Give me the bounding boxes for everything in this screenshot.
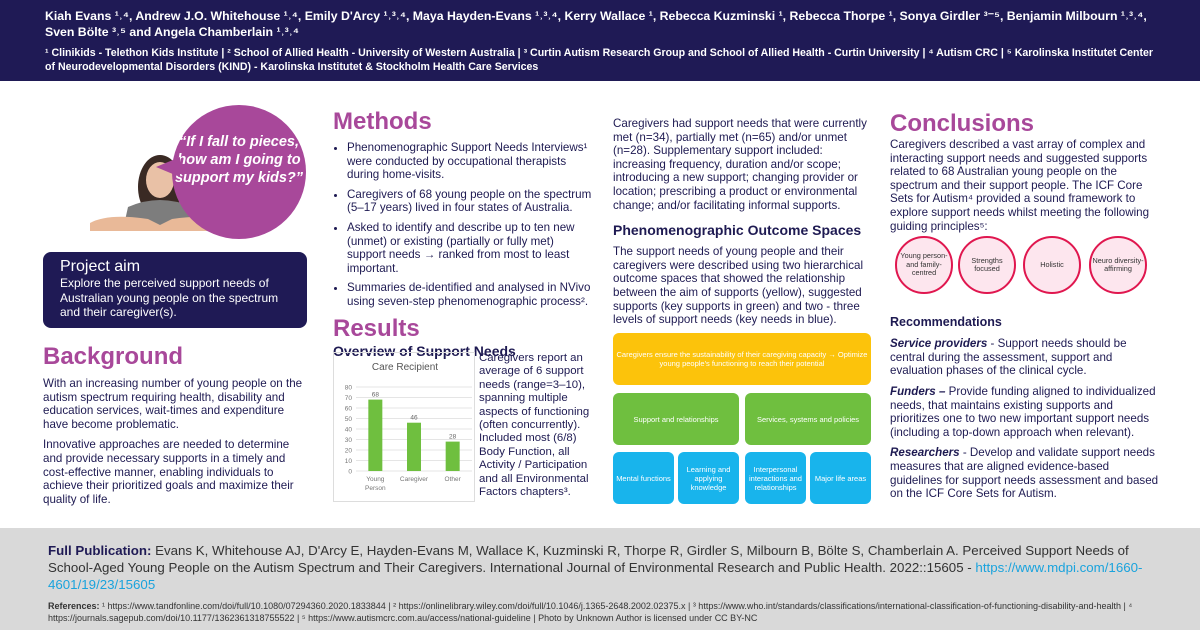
conclusions-heading: Conclusions <box>890 110 1035 137</box>
data-label: 68 <box>371 391 379 399</box>
footer <box>0 528 1200 630</box>
x-tick-label: Young <box>366 476 385 483</box>
y-tick-label: 60 <box>344 405 352 413</box>
methods-heading: Methods <box>333 108 432 135</box>
y-tick-label: 80 <box>344 384 352 392</box>
results-subtitle: Overview of Support Needs <box>333 342 516 359</box>
data-label: 46 <box>410 414 418 422</box>
y-tick-label: 50 <box>344 416 352 423</box>
background-para: Innovative approaches are needed to determine and provide necessary supports in a timely and cost-effective manner, enabling individuals to achieve their prioritized goals and maximize their quality of life. <box>43 438 294 506</box>
references: References: ¹ https://www.tandfonline.com/doi/full/10.1080/07294360.2020.1833844 | ² https://onlinelibrary.wiley.com/doi/full/10.1046/j.1365-2648.2002.02375.x | ³ https://www.who.int/standards/classifications/international-classification-of-functioning-disability-and-health | ⁴ https://journals.sagepub.com/doi/10.1177/1362361318755522 | ⁵ https://www.autismcrc.com.au/access/national-guideline | Photo by Unknown Author is licensed under CC BY-NC <box>48 601 1133 623</box>
y-tick-label: 30 <box>344 437 352 444</box>
background-para: With an increasing number of young people on the autism spectrum requiring health, disability and education services, wait-times and expenditure have become problematic. <box>43 377 303 431</box>
reference-link[interactable]: ⁵ https://www.autismcrc.com.au/access/national-guideline <box>301 613 531 623</box>
data-label: 28 <box>449 433 457 441</box>
results-heading: Results <box>333 314 420 342</box>
column-4 <box>890 110 1160 508</box>
conclusions-para: Caregivers described a vast array of complex and interacting support needs and suggested supports related to 68 Australian young people on the spectrum and their support people. The ICF Core Sets for Autism⁴ provided a sound framework to explore support needs whilst meeting the following guiding principles⁵: <box>890 138 1150 233</box>
full-publication: Full Publication: Evans K, Whitehouse AJ, D'Arcy E, Hayden-Evans M, Wallace K, Kuzminski R, Thorpe R, Girdler S, Milbourn B, Bölte S, Chamberlain A. Perceived Support Needs of School-Aged Young People on the Autism Spectrum and Their Caregivers. International Journal of Environmental Research and Public Health. 2022::15605 - https://www.mdpi.com/1660-4601/19/23/15605 <box>48 543 1143 592</box>
publication-link[interactable]: https://www.mdpi.com/1660-4601/19/23/15605 <box>48 560 1143 592</box>
y-tick-label: 20 <box>344 447 352 455</box>
methods-item: • Asked to identify and describe up to ten new (unmet) or existing (partially or fully met) support needs → ranked from most to least important. <box>347 221 595 275</box>
bar <box>407 423 421 471</box>
diagram-need-box: Major life areas <box>810 452 871 504</box>
recommendation-service-providers: Service providers - Support needs should be central during the assessment, support and evaluation phases of the clinical cycle. <box>890 337 1127 378</box>
project-aim-box <box>43 252 307 328</box>
y-tick-label: 0 <box>348 468 352 476</box>
principle-circle: Strengths focused <box>958 236 1016 294</box>
diagram-support-box: Services, systems and policies <box>745 393 871 445</box>
x-tick-label: Person <box>365 485 386 492</box>
quote-bubble: “If I fall to pieces, how am I going to support my kids?” <box>172 105 306 239</box>
outcome-spaces-para: The support needs of young people and their caregivers were described using two hierarchical outcome spaces that showed the relationship between the aim of supports (yellow), suggested supports (key supports in green) and two - three levels of support needs (key needs in blue). <box>613 245 864 327</box>
reference-link[interactable]: ⁴ https://journals.sagepub.com/doi/10.1177/1362361318755522 <box>48 601 1133 623</box>
reference-link[interactable]: ³ https://www.who.int/standards/classifications/international-classification-of-functioning-disability-and-health <box>692 601 1122 611</box>
outcome-spaces-heading: Phenomenographic Outcome Spaces <box>613 222 862 239</box>
x-tick-label: Other <box>444 476 461 483</box>
x-tick-label: Caregiver <box>399 476 429 483</box>
recommendation-funders: Funders – Provide funding aligned to individualized needs, that maintains existing supports and prioritizes one to two new important support needs (including a top-down approach when relevant). <box>890 384 1156 439</box>
column-2 <box>333 108 595 499</box>
affiliations: ¹ Clinikids - Telethon Kids Institute | ² School of Allied Health - University of Western Australia | ³ Curtin Autism Research Group and School of Allied Health - Curtin University | ⁴ Autism CRC | ⁵ Karolinska Institutet Center of Neurodevelopmental Disorders (KIND) - Karolinska Institutet & Stockholm Health Care Services <box>45 47 1154 73</box>
diagram-need-box: Learning and applying knowledge <box>678 452 739 504</box>
methods-item: • Summaries de-identified and analysed in NVivo using seven-step phenomenographic process². <box>347 281 595 308</box>
y-tick-label: 70 <box>344 395 352 402</box>
support-needs-para: Caregivers had support needs that were currently met (n=34), partially met (n=65) and/or unmet (n=28). Supplementary support included: increasing frequency, duration and/or scope; introducing a new support; changing provider or location; prescribing a product or environmental change; and/or facilitating informal supports. <box>613 117 867 212</box>
bar <box>368 400 382 471</box>
principle-circle: Neuro diversity-affirming <box>1089 236 1147 294</box>
photo-link[interactable]: Photo <box>538 613 562 623</box>
column-3 <box>613 117 871 492</box>
y-tick-label: 40 <box>344 426 352 434</box>
principle-circle: Holistic <box>1023 236 1081 294</box>
diagram-aim-box: Caregivers ensure the sustainability of their caregiving capacity → Optimize young people's functioning to reach their potential <box>613 333 871 385</box>
methods-item: • Caregivers of 68 young people on the spectrum (5–17 years) lived in four states of Australia. <box>347 188 595 215</box>
results-text: Caregivers report an average of 6 support needs (range=3–10), spanning multiple aspects of functioning (often concurrently). Included most (6/8) Body Function, all Activity / Participation and all Environmental Factors chapters³. <box>479 352 590 499</box>
reference-link[interactable]: ² https://onlinelibrary.wiley.com/doi/full/10.1046/j.1365-2648.2002.02375.x <box>393 601 686 611</box>
methods-item: • Phenomenographic Support Needs Interviews¹ were conducted by occupational therapists during home-visits. <box>347 141 595 182</box>
project-aim-title: Project aim <box>60 258 141 275</box>
diagram-need-box: Interpersonal interactions and relationships <box>745 452 806 504</box>
background-heading: Background <box>43 343 184 370</box>
diagram-need-box: Mental functions <box>613 452 674 504</box>
recommendation-researchers: Researchers - Develop and validate support needs measures that are aligned evidence-based guidelines for support needs assessment and based on the ICF Core Sets for Autism. <box>890 446 1159 501</box>
reference-link[interactable]: ¹ https://www.tandfonline.com/doi/full/10.1080/07294360.2020.1833844 <box>102 601 386 611</box>
authors: Kiah Evans ¹˒⁴, Andrew J.O. Whitehouse ¹˒⁴, Emily D'Arcy ¹˒³˒⁴, Maya Hayden-Evans ¹˒³˒⁴, Kerry Wallace ¹, Rebecca Kuzminski ¹, Rebecca Thorpe ¹, Sonya Girdler ³⁻⁵, Benjamin Milbourn ¹˒³˒⁴, Sven Bölte ³˒⁵ and Angela Chamberlain ¹˒³˒⁴ <box>45 9 1147 39</box>
principle-circle: Young person- and family-centred <box>895 236 953 294</box>
column-1 <box>43 90 308 520</box>
recommendations-heading: Recommendations <box>890 315 1002 330</box>
bar <box>446 442 460 471</box>
license-link[interactable]: CC BY-NC <box>714 613 758 623</box>
diagram-support-box: Support and relationships <box>613 393 739 445</box>
project-aim-text: Explore the perceived support needs of Australian young people on the spectrum and their caregiver(s). <box>60 276 279 319</box>
care-recipient-chart <box>333 352 475 502</box>
poster-header <box>0 0 1200 81</box>
y-tick-label: 10 <box>344 458 352 465</box>
chart-title: Care Recipient <box>371 362 439 373</box>
